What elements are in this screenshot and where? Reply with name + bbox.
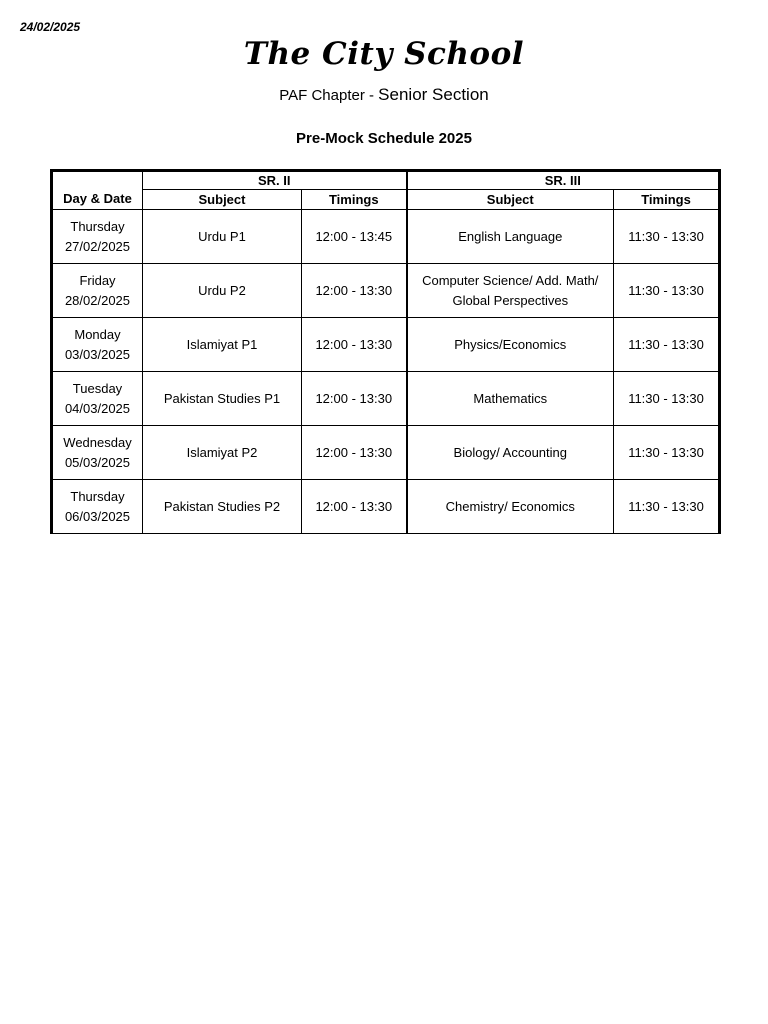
day-date-cell <box>52 264 143 318</box>
column-header-timings: Timings <box>614 190 720 210</box>
sr2-timings-cell: 12:00 - 13:30 <box>302 480 407 534</box>
day-date-cell <box>52 426 143 480</box>
sr2-subject-cell: Urdu P1 <box>143 210 302 264</box>
day-date-cell <box>52 372 143 426</box>
sr3-subject-line: Computer Science/ Add. Math/ <box>422 272 599 288</box>
column-header-subject: Subject <box>143 190 302 210</box>
date-label: 06/03/2025 <box>64 508 131 524</box>
sr3-subject-line: Chemistry/ Economics <box>445 498 575 514</box>
subtitle <box>0 85 768 105</box>
schedule-title: Pre-Mock Schedule 2025 <box>296 130 472 147</box>
day-label: Thursday <box>70 488 125 504</box>
sr3-subject-line: Global Perspectives <box>452 292 569 308</box>
sr3-subject-cell <box>407 210 614 264</box>
print-date: 24/02/2025 <box>20 20 81 34</box>
sr3-subject-cell <box>407 372 614 426</box>
sr3-timings-cell: 11:30 - 13:30 <box>614 480 720 534</box>
sr3-timings-cell: 11:30 - 13:30 <box>614 318 720 372</box>
table-row <box>52 426 720 480</box>
table-row <box>52 210 720 264</box>
date-label: 28/02/2025 <box>64 292 131 308</box>
date-label: 04/03/2025 <box>64 400 131 416</box>
sr2-timings-cell: 12:00 - 13:30 <box>302 264 407 318</box>
sr2-subject-cell: Islamiyat P2 <box>143 426 302 480</box>
sr3-subject-line: Mathematics <box>473 390 548 406</box>
table-row <box>52 318 720 372</box>
section-label: Senior Section <box>378 85 489 104</box>
sr2-timings-cell: 12:00 - 13:30 <box>302 372 407 426</box>
sr2-subject-cell: Pakistan Studies P2 <box>143 480 302 534</box>
sr2-subject-cell: Pakistan Studies P1 <box>143 372 302 426</box>
sr3-timings-cell: 11:30 - 13:30 <box>614 372 720 426</box>
group-header-sr3: SR. III <box>407 171 720 190</box>
sr3-subject-cell <box>407 480 614 534</box>
sr3-subject-cell <box>407 426 614 480</box>
date-label: 05/03/2025 <box>64 454 131 470</box>
sr2-subject-cell: Islamiyat P1 <box>143 318 302 372</box>
sr3-subject-line: Biology/ Accounting <box>453 444 567 460</box>
day-label: Friday <box>79 272 116 288</box>
table-row <box>52 480 720 534</box>
sr3-subject-cell <box>407 264 614 318</box>
sr2-subject-cell: Urdu P2 <box>143 264 302 318</box>
sr3-subject-line: English Language <box>458 228 563 244</box>
day-label: Thursday <box>70 218 125 234</box>
sr3-timings-cell: 11:30 - 13:30 <box>614 210 720 264</box>
day-label: Monday <box>74 326 121 342</box>
chapter-label: PAF Chapter - <box>279 87 379 104</box>
sr2-timings-cell: 12:00 - 13:30 <box>302 318 407 372</box>
column-header-subject: Subject <box>407 190 614 210</box>
day-label: Wednesday <box>63 434 132 450</box>
day-label: Tuesday <box>72 380 123 396</box>
group-header-sr2: SR. II <box>143 171 407 190</box>
table-row <box>52 372 720 426</box>
sr3-timings-cell: 11:30 - 13:30 <box>614 264 720 318</box>
sr3-subject-cell <box>407 318 614 372</box>
table-row <box>52 264 720 318</box>
day-date-header: Day & Date <box>52 171 143 210</box>
date-label: 27/02/2025 <box>64 238 131 254</box>
column-header-timings: Timings <box>302 190 407 210</box>
sr2-timings-cell: 12:00 - 13:45 <box>302 210 407 264</box>
date-label: 03/03/2025 <box>64 346 131 362</box>
day-date-cell <box>52 318 143 372</box>
schedule-table <box>50 169 721 534</box>
day-date-cell <box>52 210 143 264</box>
sr2-timings-cell: 12:00 - 13:30 <box>302 426 407 480</box>
day-date-cell <box>52 480 143 534</box>
sr3-subject-line: Physics/Economics <box>454 336 567 352</box>
sr3-timings-cell: 11:30 - 13:30 <box>614 426 720 480</box>
school-name: The City School <box>243 36 525 72</box>
